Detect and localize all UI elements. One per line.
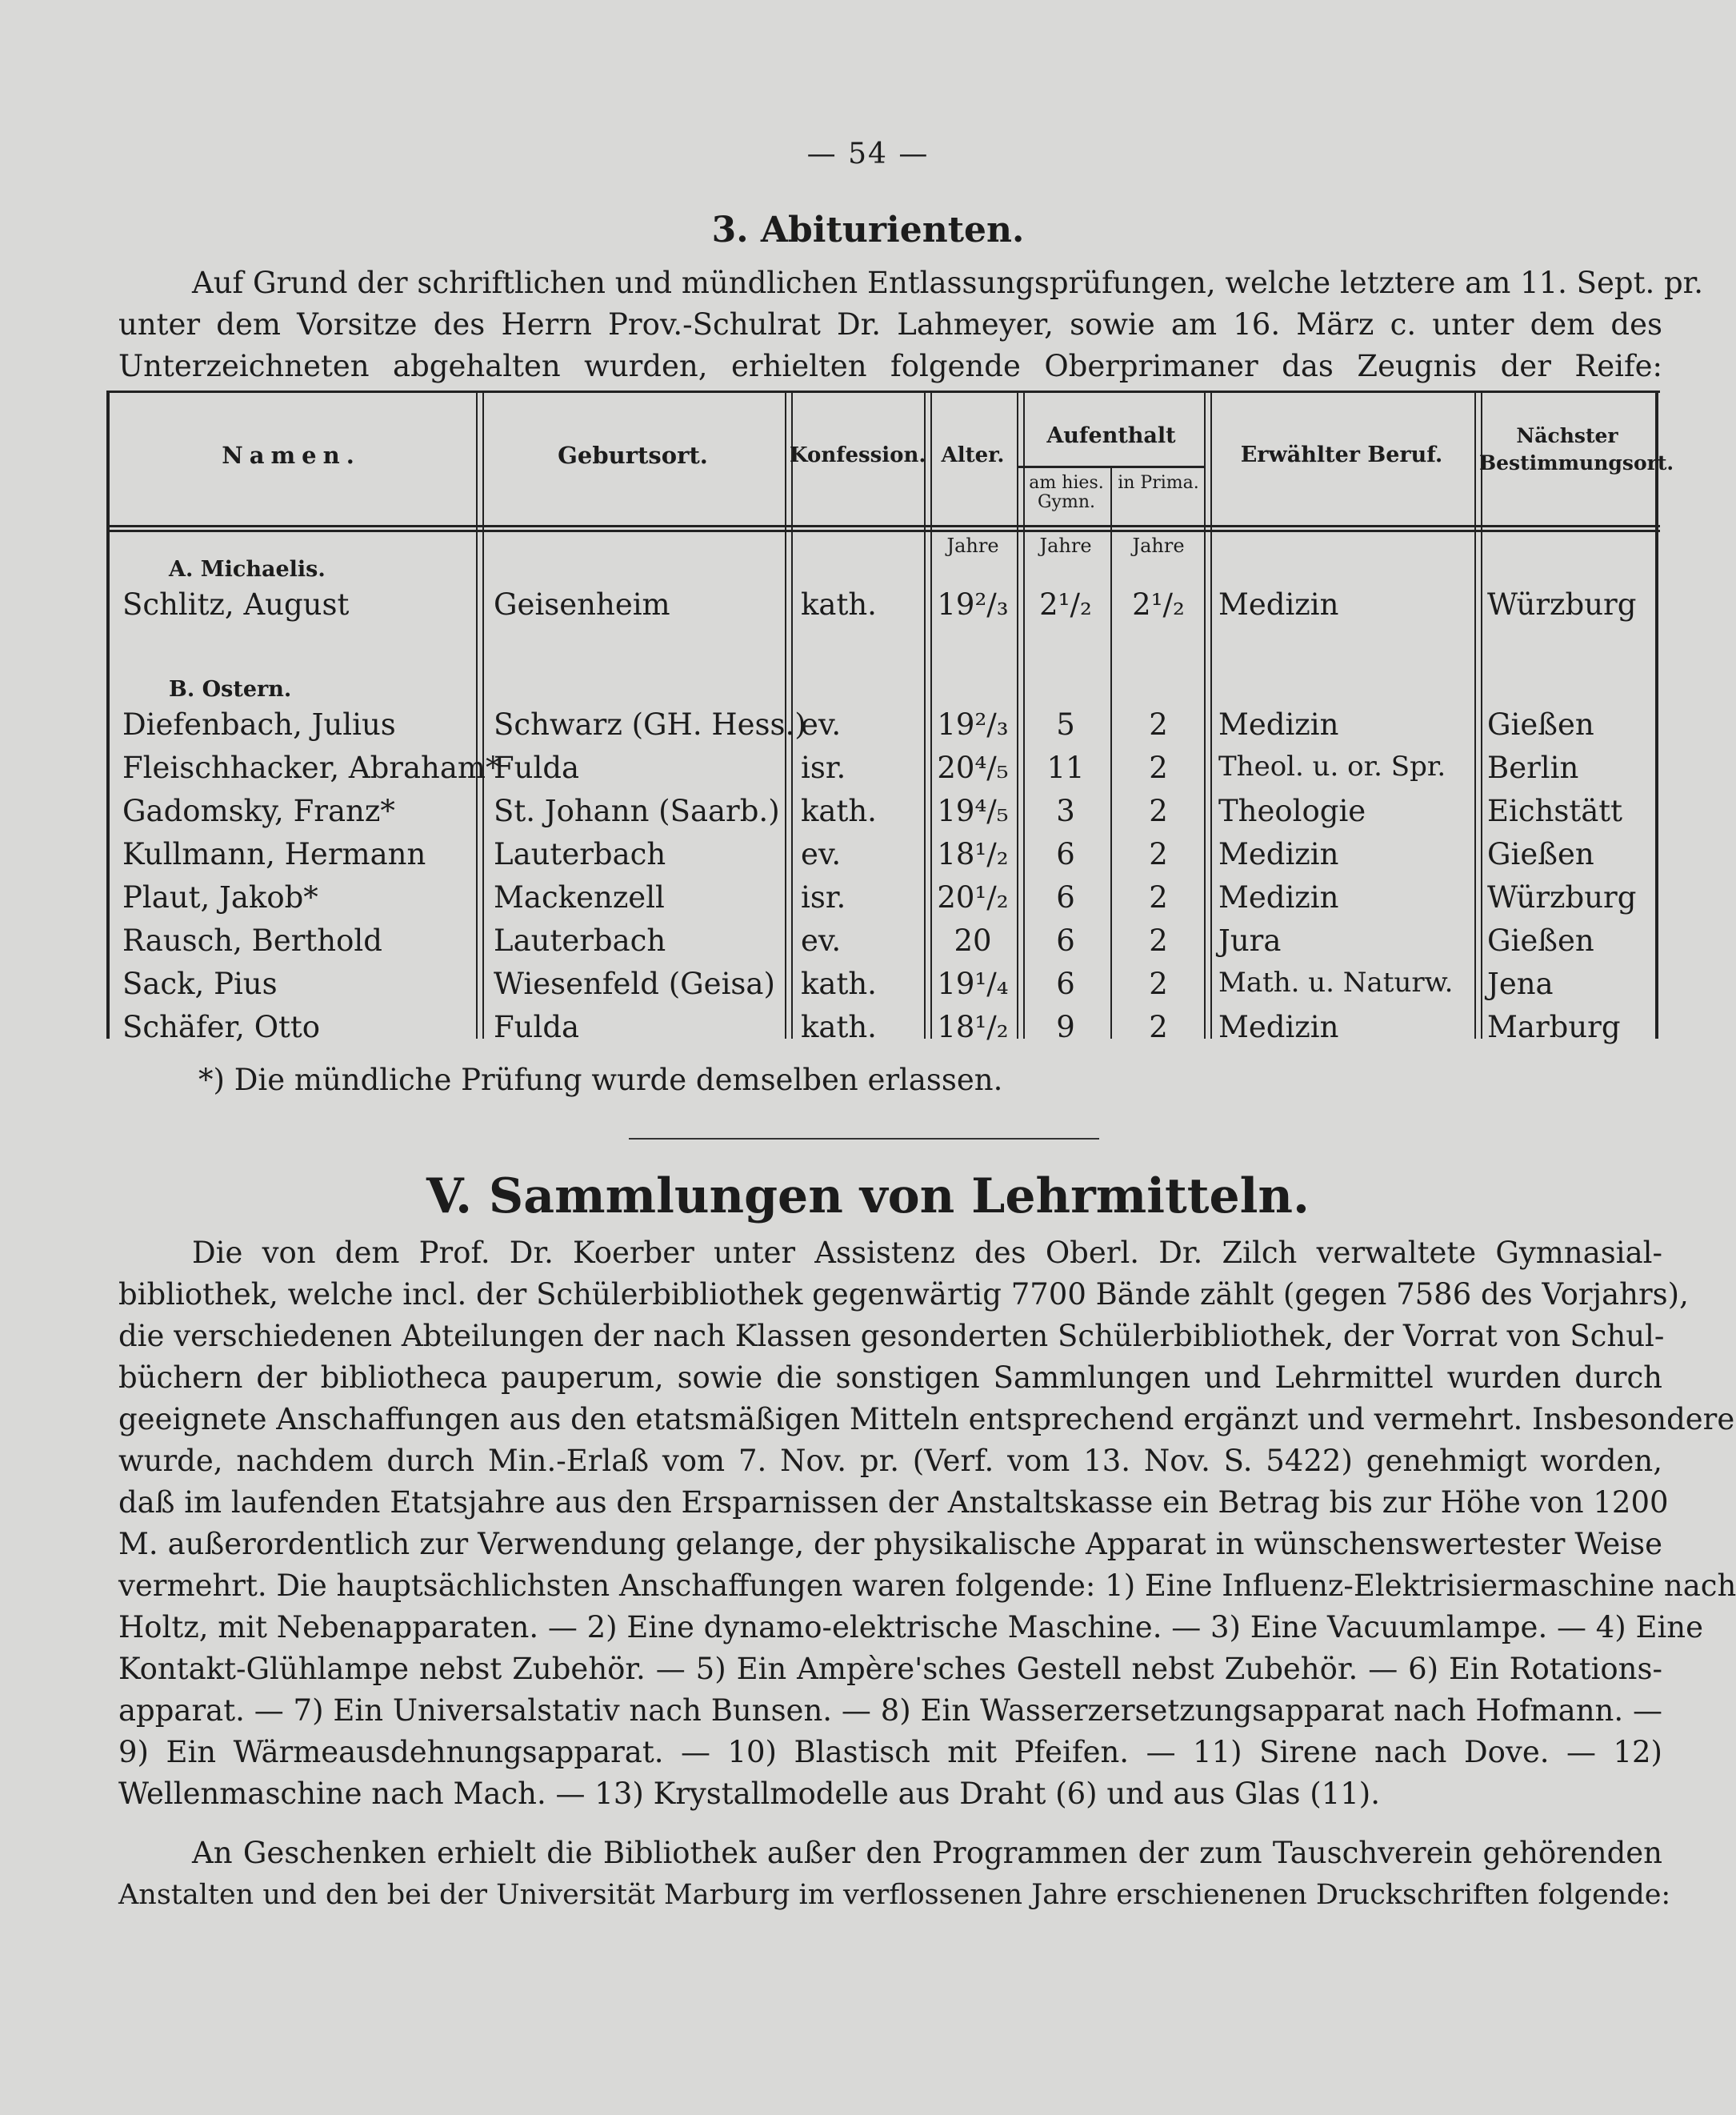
table-top-rule (106, 391, 1660, 393)
cell-birthplace: Schwarz (GH. Hess.) (494, 707, 806, 742)
table-row (106, 794, 1660, 837)
page-number: — 54 — (806, 138, 930, 170)
cell-birthplace: Geisenheim (494, 587, 670, 622)
cell-prima: 2 (1149, 923, 1168, 958)
header-stay: Aufenthalt (1046, 423, 1176, 448)
paragraph-line: M. außerordentlich zur Verwendung gelange, der physikalische Apparat in wünschenswertester Weise (118, 1527, 1662, 1561)
intro-line: unter dem Vorsitze des Herrn Prov.-Schulrat Dr. Lahmeyer, sowie am 16. März c. unter dem des (118, 307, 1662, 342)
cell-gym: 11 (1046, 751, 1085, 785)
cell-destination: Jena (1487, 967, 1554, 1001)
table-row (106, 751, 1660, 794)
cell-destination: Berlin (1487, 751, 1579, 785)
cell-age: 19²/₃ (937, 587, 1009, 622)
paragraph-line: vermehrt. Die hauptsächlichsten Anschaffungen waren folgende: 1) Eine Influenz-Elektrisiermaschine nach (118, 1568, 1736, 1603)
cell-confession: kath. (801, 794, 877, 828)
cell-confession: kath. (801, 1010, 877, 1044)
cell-profession: Jura (1218, 923, 1282, 958)
paragraph-line: Kontakt-Glühlampe nebst Zubehör. — 5) Ein Ampère'sches Gestell nebst Zubehör. — 6) Ein Rotations- (118, 1652, 1662, 1686)
cell-name: Gadomsky, Franz* (122, 794, 395, 828)
paragraph-line: Anstalten und den bei der Universität Marburg im verflossenen Jahre erschienenen Druckschriften folgende: (118, 1879, 1671, 1911)
graduates-table (106, 391, 1674, 1044)
cell-profession: Theol. u. or. Spr. (1218, 751, 1446, 783)
cell-prima: 2 (1149, 880, 1168, 915)
cell-prima: 2 (1149, 837, 1168, 871)
footnote: *) Die mündliche Prüfung wurde demselben erlassen. (198, 1063, 1003, 1097)
header-stay-prima: in Prima. (1118, 473, 1199, 493)
cell-gym: 9 (1056, 1010, 1075, 1044)
header-age: Alter. (941, 443, 1005, 467)
paragraph-line: büchern der bibliotheca pauperum, sowie die sonstigen Sammlungen und Lehrmittel wurden durch (118, 1360, 1662, 1395)
cell-age: 19²/₃ (937, 707, 1009, 742)
cell-profession: Medizin (1218, 1010, 1339, 1044)
intro-line: Auf Grund der schriftlichen und mündlichen Entlassungsprüfungen, welche letztere am 11. Sept. pr. (192, 266, 1704, 300)
cell-name: Fleischhacker, Abraham* (122, 751, 501, 785)
header-rule (106, 530, 1660, 532)
section-v-title: V. Sammlungen von Lehrmitteln. (426, 1168, 1310, 1224)
cell-age: 20⁴/₅ (937, 751, 1009, 785)
cell-confession: isr. (801, 751, 846, 785)
cell-prima: 2 (1149, 794, 1168, 828)
cell-destination: Eichstätt (1487, 794, 1623, 828)
cell-name: Plaut, Jakob* (122, 880, 318, 915)
paragraph-line: Holtz, mit Nebenapparaten. — 2) Eine dynamo-elektrische Maschine. — 3) Eine Vacuumlampe. — 4) Eine (118, 1610, 1704, 1644)
cell-age: 20 (954, 923, 992, 958)
cell-prima: 2 (1149, 1010, 1168, 1044)
header-birthplace: Geburtsort. (558, 442, 708, 469)
cell-confession: ev. (801, 923, 842, 958)
cell-profession: Medizin (1218, 837, 1339, 871)
cell-destination: Gießen (1487, 707, 1594, 742)
cell-profession: Medizin (1218, 880, 1339, 915)
table-row (106, 587, 1660, 631)
header-rule (106, 525, 1660, 527)
paragraph-line: Die von dem Prof. Dr. Koerber unter Assistenz des Oberl. Dr. Zilch verwaltete Gymnasial- (192, 1236, 1662, 1270)
cell-confession: kath. (801, 967, 877, 1001)
unit-prima: Jahre (1132, 535, 1185, 557)
cell-age: 18¹/₂ (937, 1010, 1009, 1044)
cell-confession: ev. (801, 837, 842, 871)
unit-gym: Jahre (1039, 535, 1092, 557)
cell-destination: Gießen (1487, 923, 1594, 958)
cell-name: Diefenbach, Julius (122, 707, 396, 742)
cell-gym: 3 (1056, 794, 1075, 828)
cell-prima: 2 (1149, 707, 1168, 742)
cell-profession: Medizin (1218, 707, 1339, 742)
header-name: Namen. (222, 442, 361, 469)
cell-profession: Math. u. Naturw. (1218, 967, 1454, 999)
stay-subrule (1018, 466, 1204, 468)
paragraph-line: bibliothek, welche incl. der Schülerbibliothek gegenwärtig 7700 Bände zählt (gegen 7586 des Vorjahrs), (118, 1277, 1689, 1312)
table-row (106, 923, 1660, 967)
cell-gym: 2¹/₂ (1039, 587, 1092, 622)
paragraph-line: geeignete Anschaffungen aus den etatsmäßigen Mitteln entsprechend ergänzt und vermehrt. Insbesondere (118, 1402, 1735, 1436)
cell-name: Schlitz, August (122, 587, 350, 622)
cell-age: 20¹/₂ (937, 880, 1009, 915)
section-title: 3. Abiturienten. (711, 210, 1025, 250)
cell-gym: 6 (1056, 880, 1075, 915)
cell-birthplace: Wiesenfeld (Geisa) (494, 967, 775, 1001)
cell-confession: isr. (801, 880, 846, 915)
cell-destination: Würzburg (1487, 587, 1637, 622)
paragraph-line: daß im laufenden Etatsjahre aus den Ersparnissen der Anstaltskasse ein Betrag bis zur Höhe von 1200 (118, 1485, 1669, 1520)
cell-confession: ev. (801, 707, 842, 742)
cell-age: 19⁴/₅ (937, 794, 1009, 828)
cell-name: Rausch, Berthold (122, 923, 382, 958)
unit-age: Jahre (946, 535, 999, 557)
cell-name: Sack, Pius (122, 967, 278, 1001)
cell-birthplace: Fulda (494, 751, 580, 785)
table-row (106, 837, 1660, 880)
cell-confession: kath. (801, 587, 877, 622)
paragraph-line: wurde, nachdem durch Min.-Erlaß vom 7. Nov. pr. (Verf. vom 13. Nov. S. 5422) genehmigt worden, (118, 1444, 1662, 1478)
cell-prima: 2 (1149, 967, 1168, 1001)
cell-birthplace: Fulda (494, 1010, 580, 1044)
header-confession: Konfession. (790, 443, 926, 467)
table-row (106, 1010, 1660, 1053)
cell-name: Kullmann, Hermann (122, 837, 426, 871)
cell-age: 19¹/₄ (937, 967, 1009, 1001)
table-row (106, 967, 1660, 1010)
cell-gym: 5 (1056, 707, 1075, 742)
cell-destination: Würzburg (1487, 880, 1637, 915)
header-stay-gym: am hies. Gymn. (1029, 473, 1104, 512)
cell-prima: 2 (1149, 751, 1168, 785)
cell-name: Schäfer, Otto (122, 1010, 321, 1044)
group-label: B. Ostern. (169, 677, 292, 702)
cell-gym: 6 (1056, 967, 1075, 1001)
cell-birthplace: St. Johann (Saarb.) (494, 794, 780, 828)
paragraph-line: apparat. — 7) Ein Universalstativ nach Bunsen. — 8) Ein Wasserzersetzungsapparat nach Hofmann. — (118, 1693, 1662, 1728)
paragraph-line: die verschiedenen Abteilungen der nach Klassen gesonderten Schülerbibliothek, der Vorrat von Schul- (118, 1319, 1665, 1353)
cell-age: 18¹/₂ (937, 837, 1009, 871)
paragraph-line: 9) Ein Wärmeausdehnungsapparat. — 10) Blastisch mit Pfeifen. — 11) Sirene nach Dove. — 12) (118, 1735, 1662, 1769)
group-label: A. Michaelis. (169, 557, 326, 582)
cell-profession: Medizin (1218, 587, 1339, 622)
cell-destination: Marburg (1487, 1010, 1621, 1044)
cell-gym: 6 (1056, 837, 1075, 871)
intro-line: Unterzeichneten abgehalten wurden, erhielten folgende Oberprimaner das Zeugnis der Reife: (118, 349, 1662, 383)
header-destination: Nächster Bestimmungsort. (1479, 424, 1674, 475)
paragraph-line: An Geschenken erhielt die Bibliothek außer den Programmen der zum Tauschverein gehörenden (192, 1836, 1662, 1870)
table-row (106, 880, 1660, 923)
cell-prima: 2¹/₂ (1132, 587, 1185, 622)
header-profession: Erwählter Beruf. (1240, 443, 1443, 467)
section-divider (629, 1138, 1099, 1140)
cell-birthplace: Lauterbach (494, 923, 666, 958)
cell-profession: Theologie (1218, 794, 1366, 828)
cell-destination: Gießen (1487, 837, 1594, 871)
cell-birthplace: Mackenzell (494, 880, 665, 915)
cell-gym: 6 (1056, 923, 1075, 958)
cell-birthplace: Lauterbach (494, 837, 666, 871)
paragraph-line: Wellenmaschine nach Mach. — 13) Krystallmodelle aus Draht (6) und aus Glas (11). (118, 1777, 1380, 1811)
table-row (106, 707, 1660, 751)
